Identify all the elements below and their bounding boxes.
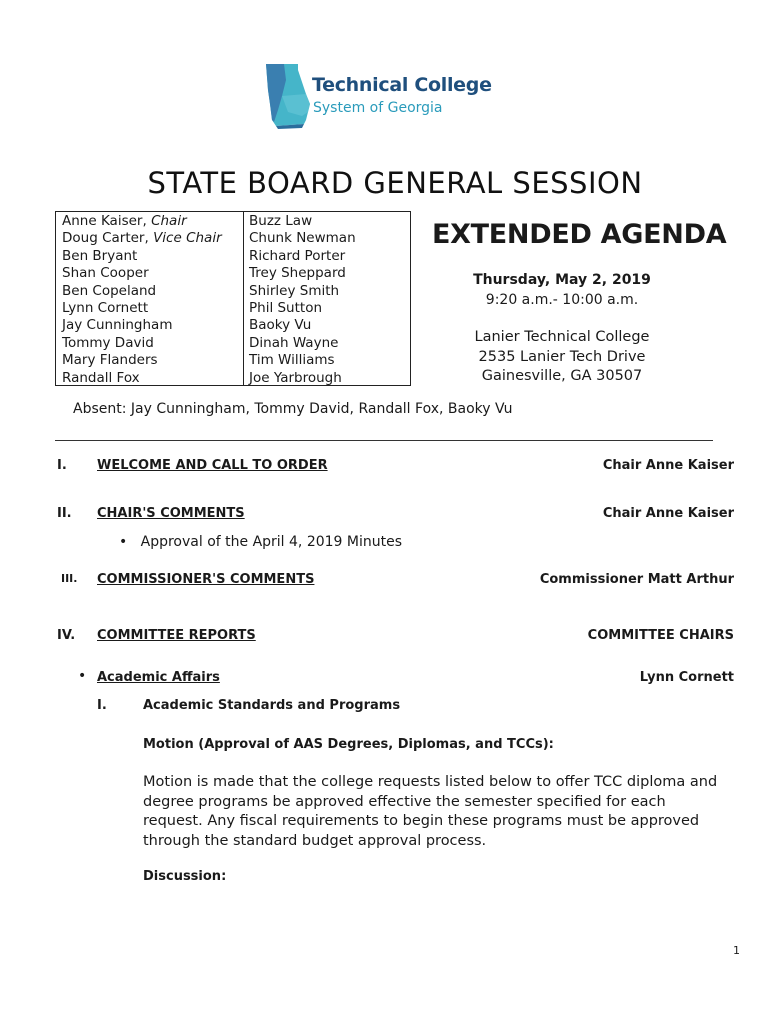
absent-list: Absent: Jay Cunningham, Tommy David, Randall Fox, Baoky Vu [73, 401, 513, 417]
member-entry: Mary Flanders [62, 352, 158, 369]
item-heading: CHAIR'S COMMENTS [97, 506, 245, 521]
member-entry: Chunk Newman [249, 230, 356, 247]
member-entry: Buzz Law [249, 213, 313, 229]
logo-text-secondary: System of Georgia [313, 100, 443, 116]
meeting-venue [447, 328, 677, 387]
tcsg-logo [262, 60, 522, 132]
motion-title: Motion (Approval of AAS Degrees, Diplomas, and TCCs): [143, 737, 554, 752]
member-entry: Lynn Cornett [62, 300, 149, 317]
bullet-item: • Approval of the April 4, 2019 Minutes [119, 534, 403, 550]
member-entry: Ben Copeland [62, 282, 157, 299]
motion-line: request. Any fiscal requirements to begin these programs must be approved [143, 813, 700, 829]
meeting-date: Thursday, May 2, 2019 [473, 272, 651, 288]
item-heading: COMMISSIONER'S COMMENTS [97, 572, 315, 587]
member-entry: Doug Carter, Vice Chair [62, 230, 222, 247]
item-number: II. [57, 506, 72, 521]
item-number: III. [61, 572, 78, 585]
agenda-title: EXTENDED AGENDA [432, 219, 727, 250]
members-column-left [62, 213, 222, 387]
logo-text-primary: Technical College [312, 74, 492, 96]
item-number: IV. [57, 628, 76, 643]
item-lead: Chair Anne Kaiser [602, 506, 734, 521]
item-heading: WELCOME AND CALL TO ORDER [97, 458, 328, 473]
meeting-time: 9:20 a.m.- 10:00 a.m. [485, 292, 639, 308]
bullet-icon: • [119, 534, 128, 550]
member-entry: Richard Porter [249, 247, 346, 264]
horizontal-rule [55, 440, 713, 441]
venue-line: Gainesville, GA 30507 [481, 368, 643, 384]
motion-line: through the standard budget approval process. [143, 832, 487, 849]
motion-line: Motion is made that the college requests listed below to offer TCC diploma and [143, 774, 718, 790]
member-entry: Dinah Wayne [249, 334, 339, 351]
member-entry: Ben Bryant [62, 247, 138, 264]
item-heading: COMMITTEE REPORTS [97, 628, 256, 643]
sub-item-heading: Academic Standards and Programs [143, 698, 401, 713]
item-lead: COMMITTEE CHAIRS [587, 628, 734, 643]
member-entry: Jay Cunningham [62, 317, 173, 334]
venue-line: 2535 Lanier Tech Drive [478, 348, 646, 365]
item-number: I. [57, 458, 67, 473]
member-entry: Shirley Smith [249, 282, 340, 299]
member-entry: Anne Kaiser, Chair [62, 213, 187, 229]
motion-line: degree programs be approved effective the semester specified for each [143, 793, 666, 810]
page-number: 1 [733, 944, 740, 957]
venue-line: Lanier Technical College [474, 329, 650, 345]
members-column-right [249, 213, 356, 387]
member-entry: Randall Fox [62, 369, 140, 386]
table-divider [243, 212, 244, 385]
member-entry: Trey Sheppard [249, 265, 346, 282]
member-entry: Baoky Vu [249, 317, 312, 334]
page-title: STATE BOARD GENERAL SESSION [147, 166, 643, 200]
item-lead: Commissioner Matt Arthur [539, 572, 734, 587]
georgia-map-icon [262, 60, 312, 132]
member-entry: Joe Yarbrough [249, 369, 342, 386]
member-entry: Shan Cooper [62, 265, 149, 282]
discussion-label: Discussion: [143, 869, 227, 884]
member-entry: Tommy David [62, 334, 154, 351]
committee-lead: Lynn Cornett [639, 670, 734, 685]
board-members-table [55, 211, 411, 386]
item-lead: Chair Anne Kaiser [602, 458, 734, 473]
member-entry: Tim Williams [249, 352, 335, 369]
motion-text [143, 773, 743, 851]
committee-heading: Academic Affairs [97, 670, 220, 685]
member-entry: Phil Sutton [249, 300, 323, 317]
sub-item-number: I. [97, 698, 107, 713]
bullet-icon: • [78, 668, 87, 684]
